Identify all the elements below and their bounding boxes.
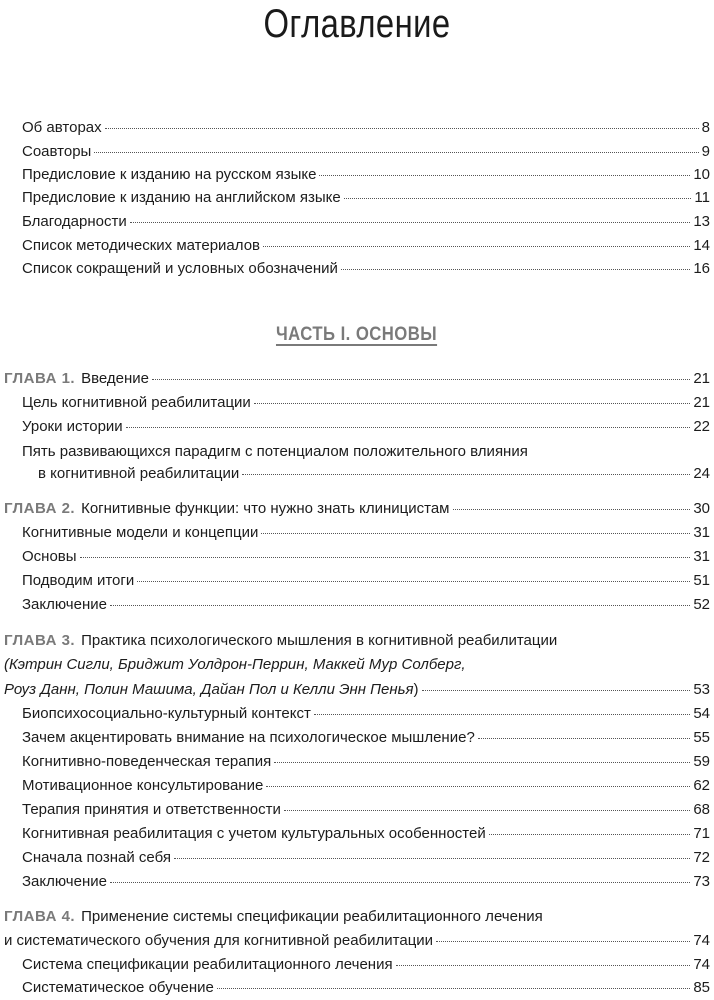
toc-entry-label: Предисловие к изданию на русском языке xyxy=(22,166,317,183)
leader-dots xyxy=(217,988,690,989)
toc-entry-page: 68 xyxy=(693,801,710,818)
toc-entry-page: 22 xyxy=(693,418,710,435)
toc-entry-label: Сначала познай себя xyxy=(22,849,171,866)
chapter-prefix: ГЛАВА 1. xyxy=(4,370,76,387)
toc-entry-page: 55 xyxy=(693,729,710,746)
toc-entry-page: 21 xyxy=(693,394,710,411)
toc-entry[interactable] xyxy=(22,211,710,233)
chapter-authors-names: Роуз Данн, Полин Машима, Дайан Пол и Келли Энн Пенья xyxy=(4,681,414,698)
chapter-authors-close: ) xyxy=(413,681,419,698)
leader-dots xyxy=(453,509,691,510)
part-heading[interactable] xyxy=(0,324,714,346)
chapter-authors-line1: (Кэтрин Сигли, Бриджит Уолдрон-Перрин, Маккей Мур Солберг, xyxy=(4,656,466,673)
leader-dots xyxy=(341,269,690,270)
leader-dots xyxy=(314,714,690,715)
toc-entry[interactable] xyxy=(22,117,710,139)
part-heading-text: ЧАСТЬ I. ОСНОВЫ xyxy=(276,324,438,345)
toc-entry-page: 16 xyxy=(693,260,710,277)
toc-entry[interactable] xyxy=(22,847,710,869)
toc-entry-page: 10 xyxy=(693,166,710,183)
toc-entry[interactable] xyxy=(22,546,710,568)
toc-entry[interactable] xyxy=(22,703,710,725)
chapter-entry[interactable] xyxy=(4,368,710,390)
toc-entry[interactable] xyxy=(22,775,710,797)
toc-entry-label: Список сокращений и условных обозначений xyxy=(22,260,338,277)
toc-entry[interactable] xyxy=(22,258,710,280)
leader-dots xyxy=(126,427,691,428)
leader-dots xyxy=(284,810,690,811)
toc-entry-page: 59 xyxy=(693,753,710,770)
toc-entry[interactable] xyxy=(22,235,710,257)
leader-dots xyxy=(344,198,692,199)
leader-dots xyxy=(137,581,690,582)
leader-dots xyxy=(152,379,690,380)
toc-entry[interactable] xyxy=(22,164,710,186)
toc-entry-label: Список методических материалов xyxy=(22,237,261,254)
toc-entry-page: 24 xyxy=(693,465,710,482)
leader-dots xyxy=(174,858,690,859)
toc-entry-label: Систематическое обучение xyxy=(22,979,214,996)
leader-dots xyxy=(105,128,699,129)
toc-entry[interactable] xyxy=(22,799,710,821)
chapter-entry-line1[interactable] xyxy=(4,906,543,928)
chapter-label xyxy=(4,498,450,520)
toc-entry-page: 71 xyxy=(693,825,710,842)
leader-dots xyxy=(274,762,690,763)
chapter-prefix: ГЛАВА 4. xyxy=(4,908,76,925)
page-title: Оглавление xyxy=(263,2,451,46)
toc-entry-label: Терапия принятия и ответственности xyxy=(22,801,281,818)
toc-entry-label: Цель когнитивной реабилитации xyxy=(22,394,251,411)
toc-entry-page: 11 xyxy=(694,189,710,206)
toc-entry-page: 9 xyxy=(701,143,710,160)
toc-entry[interactable] xyxy=(22,823,710,845)
chapter-page: 53 xyxy=(693,681,710,698)
toc-entry-label: Мотивационное консультирование xyxy=(22,777,264,794)
toc-entry-label: Когнитивные модели и концепции xyxy=(22,524,259,541)
chapter-prefix: ГЛАВА 2. xyxy=(4,500,76,517)
leader-dots xyxy=(266,786,690,787)
chapter-title: Введение xyxy=(81,370,150,387)
chapter-authors-line2 xyxy=(4,679,419,701)
toc-entry-label: Заключение xyxy=(22,596,107,613)
toc-entry-page: 85 xyxy=(693,979,710,996)
toc-entry-page: 31 xyxy=(693,524,710,541)
toc-entry-label: в когнитивной реабилитации xyxy=(38,465,240,482)
leader-dots xyxy=(478,738,691,739)
toc-entry[interactable] xyxy=(22,594,710,616)
leader-dots xyxy=(489,834,691,835)
chapter-title: Практика психологического мышления в когнитивной реабилитации xyxy=(81,632,558,649)
leader-dots xyxy=(319,175,690,176)
toc-entry[interactable] xyxy=(22,416,710,438)
toc-entry-label: Заключение xyxy=(22,873,107,890)
toc-entry[interactable] xyxy=(22,751,710,773)
leader-dots xyxy=(261,533,690,534)
chapter-page: 21 xyxy=(693,370,710,387)
toc-entry-label: Когнитивная реабилитация с учетом культуральных особенностей xyxy=(22,825,486,842)
toc-entry-page: 74 xyxy=(693,956,710,973)
chapter-entry-line1[interactable] xyxy=(4,630,557,652)
leader-dots xyxy=(422,690,691,691)
toc-entry-page: 13 xyxy=(693,213,710,230)
chapter-entry[interactable] xyxy=(4,930,710,952)
toc-entry-label: Об авторах xyxy=(22,119,102,136)
leader-dots xyxy=(242,474,690,475)
chapter-title-line2: и систематического обучения для когнитивной реабилитации xyxy=(4,932,434,949)
chapter-entry[interactable] xyxy=(4,498,710,520)
chapter-page: 74 xyxy=(693,932,710,949)
leader-dots xyxy=(436,941,690,942)
toc-entry[interactable] xyxy=(22,187,710,209)
chapter-entry[interactable] xyxy=(4,679,710,701)
toc-entry[interactable] xyxy=(22,141,710,163)
leader-dots xyxy=(396,965,691,966)
toc-entry-page: 31 xyxy=(693,548,710,565)
leader-dots xyxy=(110,605,690,606)
leader-dots xyxy=(80,557,691,558)
toc-entry-label: Благодарности xyxy=(22,213,127,230)
toc-entry-page: 51 xyxy=(693,572,710,589)
toc-entry[interactable] xyxy=(22,570,710,592)
toc-entry-label: Биопсихосоциально-культурный контекст xyxy=(22,705,311,722)
toc-entry[interactable] xyxy=(22,977,710,999)
chapter-prefix: ГЛАВА 3. xyxy=(4,632,76,649)
toc-entry-label: Основы xyxy=(22,548,77,565)
toc-entry-label: Когнитивно-поведенческая терапия xyxy=(22,753,272,770)
toc-entry-page: 73 xyxy=(693,873,710,890)
toc-entry-page: 8 xyxy=(701,119,710,136)
toc-entry[interactable] xyxy=(22,871,710,893)
chapter-label xyxy=(4,368,149,390)
leader-dots xyxy=(110,882,690,883)
chapter-title: Применение системы спецификации реабилитационного лечения xyxy=(81,908,543,925)
toc-entry-label-line1[interactable]: Пять развивающихся парадигм с потенциалом положительного влияния xyxy=(22,443,528,460)
toc-entry[interactable] xyxy=(22,522,710,544)
toc-entry-label: Соавторы xyxy=(22,143,92,160)
chapter-title: Когнитивные функции: что нужно знать клиницистам xyxy=(81,500,450,517)
toc-entry[interactable] xyxy=(22,727,710,749)
toc-entry-page: 54 xyxy=(693,705,710,722)
toc-entry-label: Подводим итоги xyxy=(22,572,135,589)
leader-dots xyxy=(94,152,698,153)
toc-entry[interactable] xyxy=(38,463,710,485)
chapter-page: 30 xyxy=(693,500,710,517)
toc-entry-page: 52 xyxy=(693,596,710,613)
toc-entry-label: Уроки истории xyxy=(22,418,123,435)
toc-entry-page: 14 xyxy=(693,237,710,254)
toc-entry-label: Система спецификации реабилитационного лечения xyxy=(22,956,393,973)
toc-entry[interactable] xyxy=(22,392,710,414)
toc-entry-page: 62 xyxy=(693,777,710,794)
toc-entry-page: 72 xyxy=(693,849,710,866)
toc-entry-label: Предисловие к изданию на английском языке xyxy=(22,189,341,206)
leader-dots xyxy=(130,222,691,223)
toc-entry[interactable] xyxy=(22,954,710,976)
leader-dots xyxy=(263,246,690,247)
leader-dots xyxy=(254,403,691,404)
toc-entry-label: Зачем акцентировать внимание на психологическое мышление? xyxy=(22,729,475,746)
